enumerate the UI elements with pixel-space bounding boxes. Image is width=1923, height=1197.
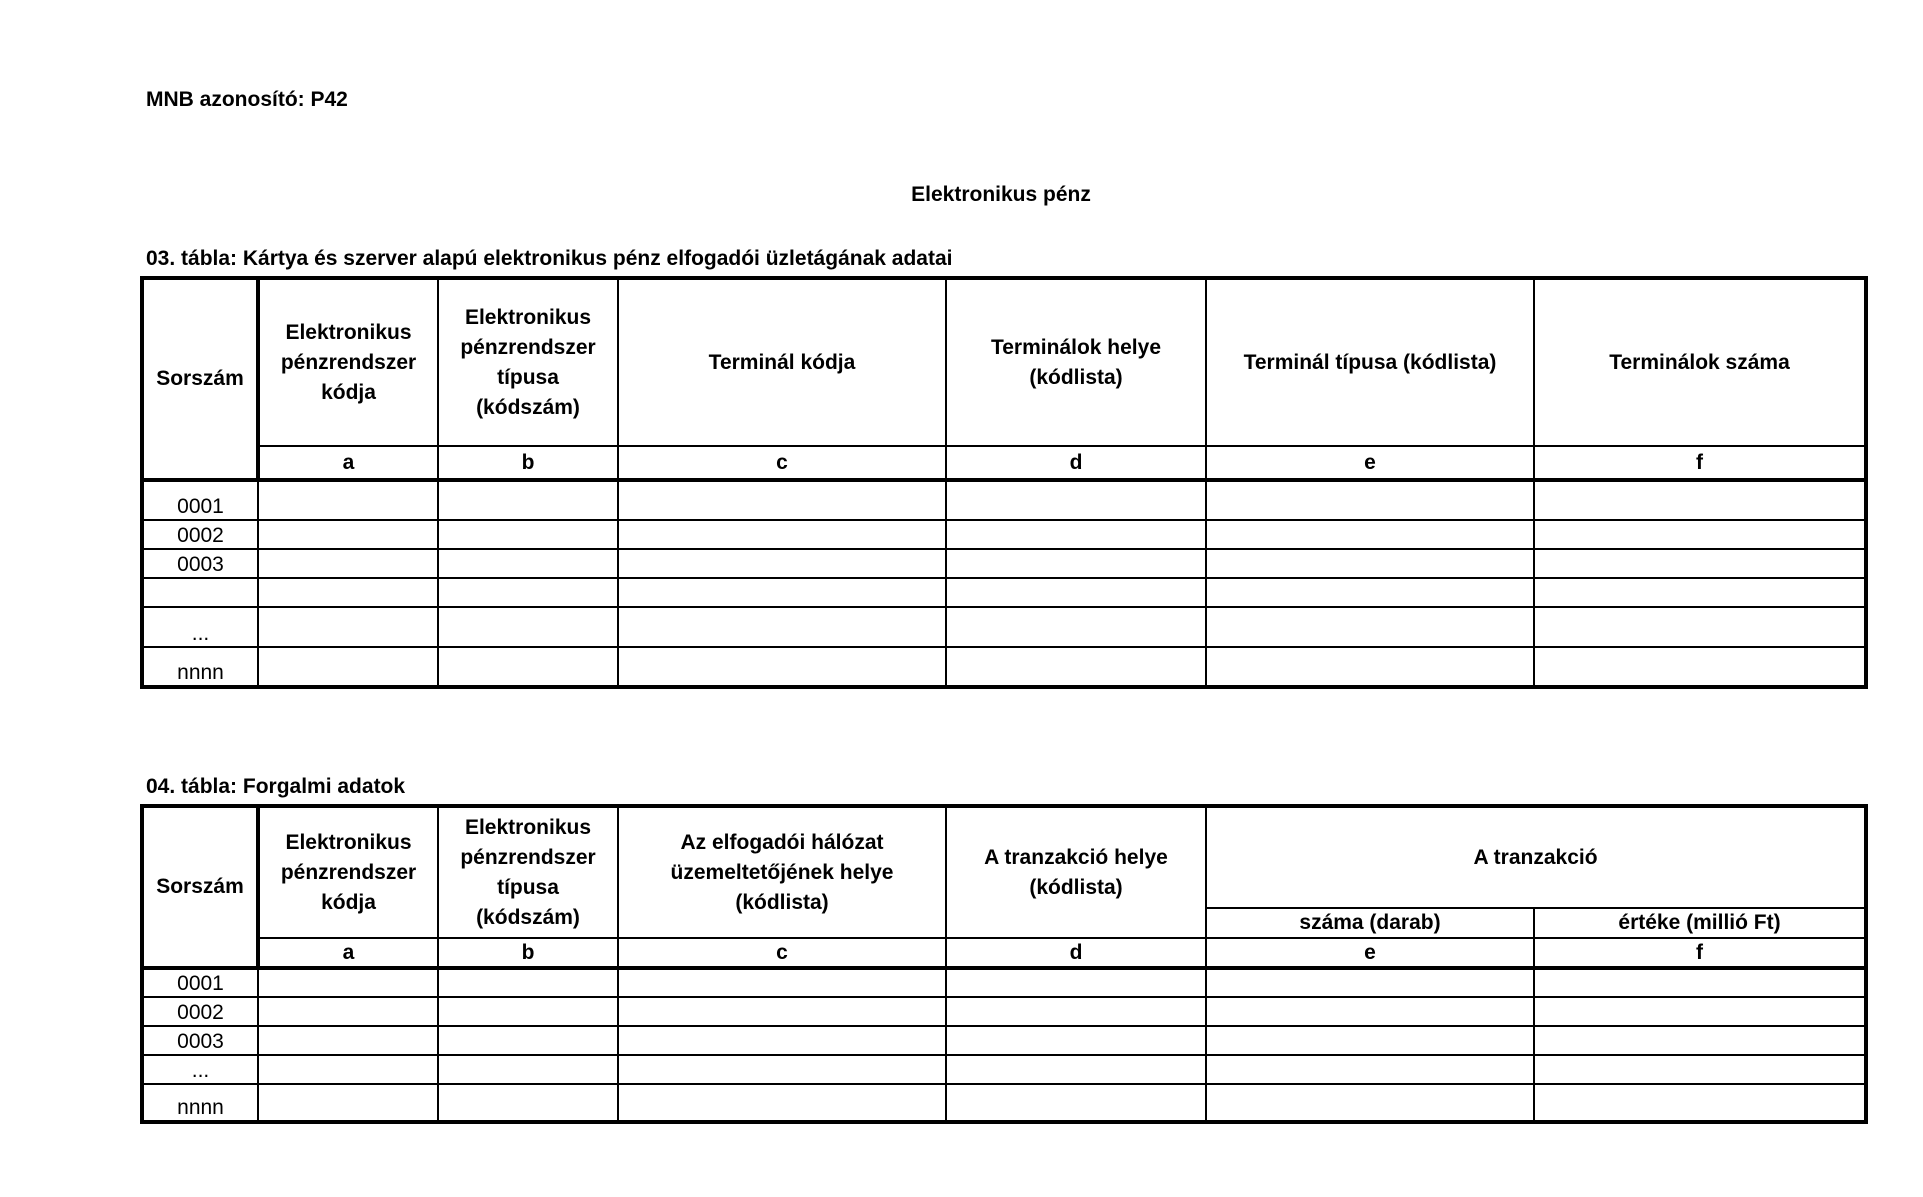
- data-cell[interactable]: [946, 1055, 1206, 1084]
- data-cell[interactable]: [1206, 549, 1534, 578]
- data-cell[interactable]: [618, 607, 946, 647]
- table-03-header-row: [142, 278, 1866, 446]
- data-cell[interactable]: [1534, 578, 1866, 607]
- data-cell[interactable]: [946, 1084, 1206, 1122]
- data-cell[interactable]: [438, 1084, 618, 1122]
- table-03-title: 03. tábla: Kártya és szerver alapú elektronikus pénz elfogadói üzletágának adatai: [146, 247, 953, 270]
- mnb-identifier: MNB azonosító: P42: [146, 88, 348, 111]
- col-letter: c: [618, 446, 946, 480]
- data-cell[interactable]: [946, 480, 1206, 520]
- data-cell[interactable]: [1534, 968, 1866, 997]
- data-cell[interactable]: [438, 968, 618, 997]
- col-header-c: Terminál kódja: [618, 278, 946, 446]
- col-letter: b: [438, 446, 618, 480]
- col-header-d: A tranzakció helye (kódlista): [946, 806, 1206, 938]
- data-cell[interactable]: [1206, 520, 1534, 549]
- data-cell[interactable]: [1534, 997, 1866, 1026]
- data-cell[interactable]: [618, 480, 946, 520]
- table-04-title: 04. tábla: Forgalmi adatok: [146, 775, 406, 798]
- data-cell[interactable]: [438, 480, 618, 520]
- data-cell[interactable]: [1206, 997, 1534, 1026]
- data-cell[interactable]: [1534, 647, 1866, 687]
- data-cell[interactable]: [1534, 1084, 1866, 1122]
- col-header-a: Elektronikus pénzrendszer kódja: [258, 278, 438, 446]
- table-row: [142, 1055, 1866, 1084]
- table-row: [142, 1026, 1866, 1055]
- row-number: 0002: [142, 997, 258, 1026]
- data-cell[interactable]: [258, 520, 438, 549]
- col-letter: d: [946, 446, 1206, 480]
- table-row: [142, 607, 1866, 647]
- data-cell[interactable]: [946, 968, 1206, 997]
- table-row: [142, 480, 1866, 520]
- col-letter: a: [258, 938, 438, 968]
- data-cell[interactable]: [438, 607, 618, 647]
- col-letter: c: [618, 938, 946, 968]
- table-03-letter-row: [142, 446, 1866, 480]
- data-cell[interactable]: [258, 647, 438, 687]
- data-cell[interactable]: [946, 647, 1206, 687]
- table-row: [142, 647, 1866, 687]
- col-header-e: Terminál típusa (kódlista): [1206, 278, 1534, 446]
- col-header-sorszam: Sorszám: [142, 278, 258, 480]
- data-cell[interactable]: [438, 549, 618, 578]
- data-cell[interactable]: [1534, 1026, 1866, 1055]
- data-cell[interactable]: [1206, 1055, 1534, 1084]
- table-row: [142, 549, 1866, 578]
- data-cell[interactable]: [618, 520, 946, 549]
- data-cell[interactable]: [946, 578, 1206, 607]
- row-number: [142, 578, 258, 607]
- col-header-c: Az elfogadói hálózat üzemeltetőjének helye (kódlista): [618, 806, 946, 938]
- table-row: [142, 968, 1866, 997]
- data-cell[interactable]: [1206, 1026, 1534, 1055]
- data-cell[interactable]: [1534, 607, 1866, 647]
- col-header-f: értéke (millió Ft): [1534, 908, 1866, 938]
- data-cell[interactable]: [618, 578, 946, 607]
- data-cell[interactable]: [618, 997, 946, 1026]
- table-row: [142, 1084, 1866, 1122]
- data-cell[interactable]: [1534, 520, 1866, 549]
- col-letter: e: [1206, 446, 1534, 480]
- table-row: [142, 520, 1866, 549]
- data-cell[interactable]: [946, 549, 1206, 578]
- row-number: nnnn: [142, 1084, 258, 1122]
- row-number: 0003: [142, 549, 258, 578]
- data-cell[interactable]: [258, 968, 438, 997]
- col-header-a: Elektronikus pénzrendszer kódja: [258, 806, 438, 938]
- data-cell[interactable]: [258, 997, 438, 1026]
- data-cell[interactable]: [438, 647, 618, 687]
- data-cell[interactable]: [438, 997, 618, 1026]
- table-04-header-row: [142, 806, 1866, 908]
- table-row: [142, 997, 1866, 1026]
- data-cell[interactable]: [258, 1055, 438, 1084]
- data-cell[interactable]: [258, 1084, 438, 1122]
- table-03: [140, 276, 1868, 689]
- data-cell[interactable]: [1534, 549, 1866, 578]
- table-04: [140, 804, 1868, 1124]
- data-cell[interactable]: [618, 647, 946, 687]
- col-header-f: Terminálok száma: [1534, 278, 1866, 446]
- data-cell[interactable]: [618, 549, 946, 578]
- data-cell[interactable]: [258, 607, 438, 647]
- row-number: 0001: [142, 480, 258, 520]
- data-cell[interactable]: [1534, 480, 1866, 520]
- col-header-d: Terminálok helye (kódlista): [946, 278, 1206, 446]
- col-letter: a: [258, 446, 438, 480]
- col-header-group-transaction: A tranzakció: [1206, 806, 1866, 908]
- row-number: ...: [142, 1055, 258, 1084]
- row-number: 0003: [142, 1026, 258, 1055]
- data-cell[interactable]: [946, 520, 1206, 549]
- data-cell[interactable]: [618, 1055, 946, 1084]
- table-04-letter-row: [142, 938, 1866, 968]
- page-title: Elektronikus pénz: [911, 183, 1091, 206]
- row-number: 0001: [142, 968, 258, 997]
- row-number: 0002: [142, 520, 258, 549]
- data-cell[interactable]: [1534, 1055, 1866, 1084]
- col-letter: f: [1534, 938, 1866, 968]
- col-header-sorszam: Sorszám: [142, 806, 258, 968]
- data-cell[interactable]: [258, 1026, 438, 1055]
- data-cell[interactable]: [946, 1026, 1206, 1055]
- col-header-e: száma (darab): [1206, 908, 1534, 938]
- data-cell[interactable]: [1206, 480, 1534, 520]
- table-row: [142, 578, 1866, 607]
- data-cell[interactable]: [1206, 968, 1534, 997]
- row-number: ...: [142, 607, 258, 647]
- data-cell[interactable]: [946, 607, 1206, 647]
- col-letter: d: [946, 938, 1206, 968]
- col-header-b: Elektronikus pénzrendszer típusa (kódszám): [438, 278, 618, 446]
- data-cell[interactable]: [618, 968, 946, 997]
- data-cell[interactable]: [258, 549, 438, 578]
- data-cell[interactable]: [1206, 1084, 1534, 1122]
- data-cell[interactable]: [258, 480, 438, 520]
- data-cell[interactable]: [258, 578, 438, 607]
- col-letter: f: [1534, 446, 1866, 480]
- data-cell[interactable]: [438, 1026, 618, 1055]
- data-cell[interactable]: [438, 1055, 618, 1084]
- row-number: nnnn: [142, 647, 258, 687]
- data-cell[interactable]: [438, 520, 618, 549]
- data-cell[interactable]: [1206, 647, 1534, 687]
- data-cell[interactable]: [946, 997, 1206, 1026]
- col-header-b: Elektronikus pénzrendszer típusa (kódszám): [438, 806, 618, 938]
- col-letter: e: [1206, 938, 1534, 968]
- col-letter: b: [438, 938, 618, 968]
- data-cell[interactable]: [1206, 578, 1534, 607]
- data-cell[interactable]: [618, 1084, 946, 1122]
- data-cell[interactable]: [618, 1026, 946, 1055]
- data-cell[interactable]: [1206, 607, 1534, 647]
- data-cell[interactable]: [438, 578, 618, 607]
